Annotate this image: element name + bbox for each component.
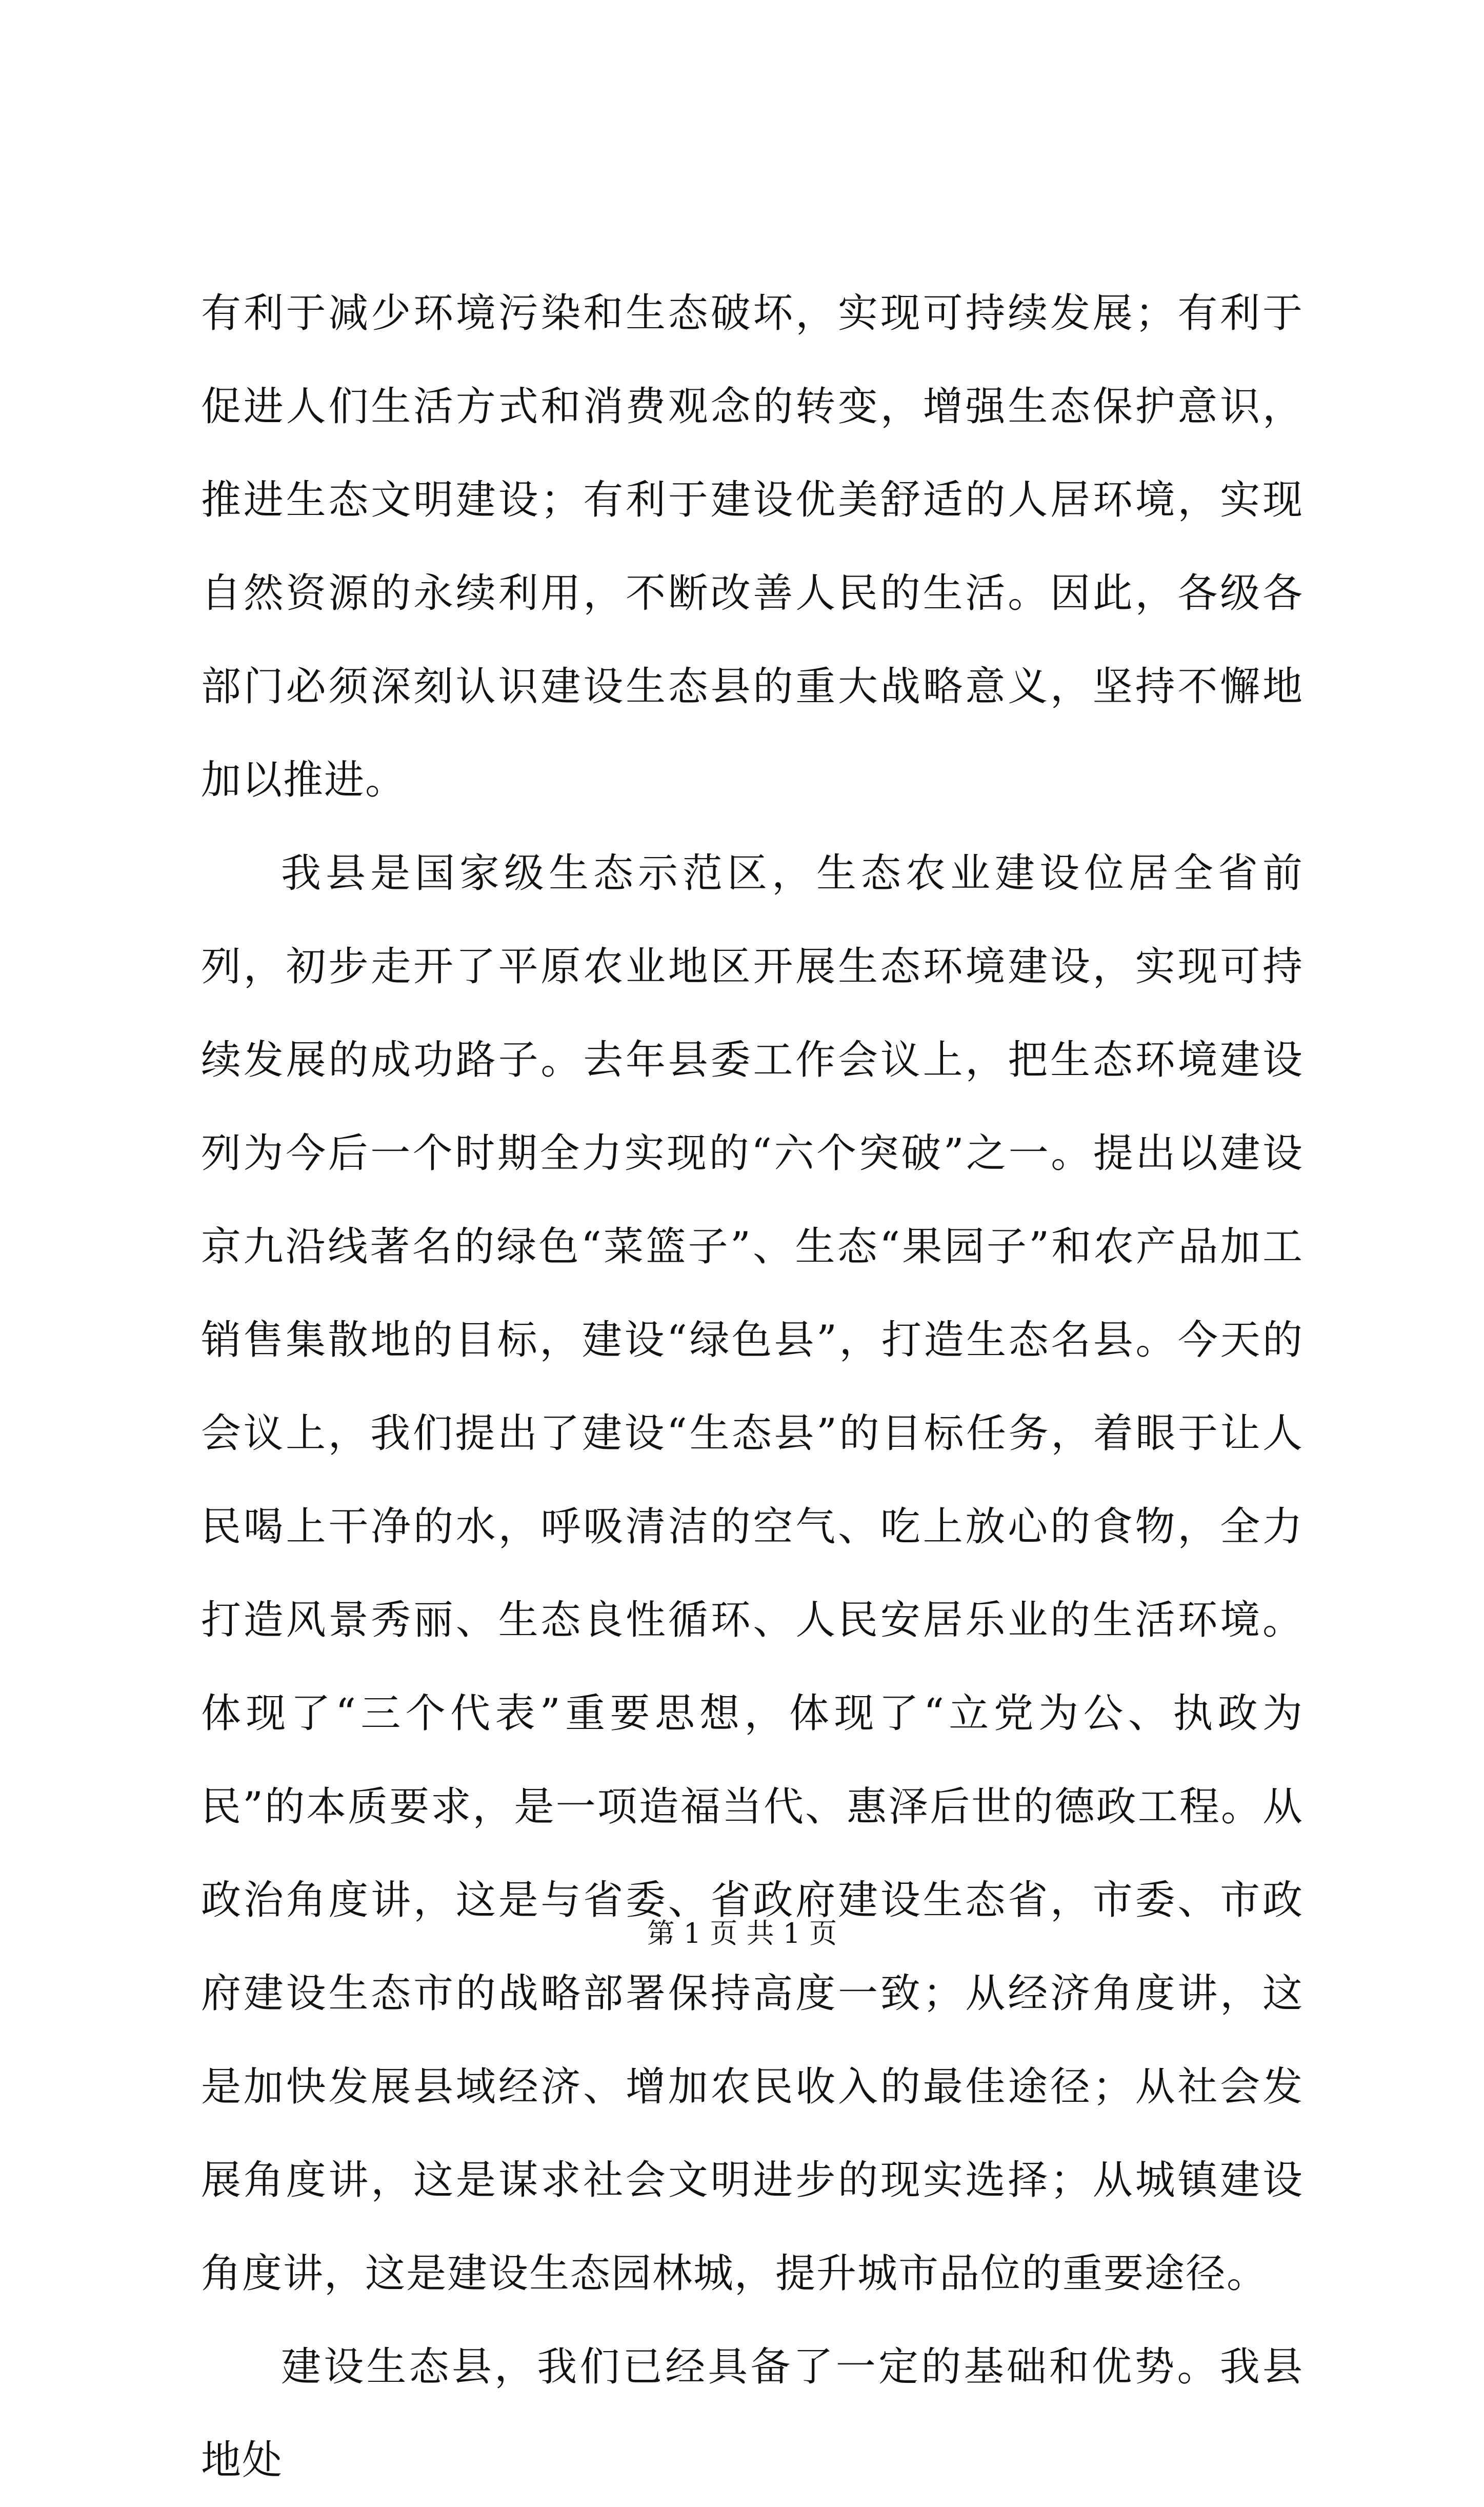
paragraph-foundation: 建设生态县，我们已经具备了一定的基础和优势。我县地处 [201,2344,1303,2483]
page-footer: 第 1 页 共 1 页 [647,1917,837,1949]
paragraph-county-ecology: 我县是国家级生态示范区，生态农业建设位居全省前列，初步走开了平原农业地区开展生态环境建设，实现可持续发展的成功路子。去年县委工作会议上，把生态环境建设列为今后一个时期全力实现的“六个突破”之一。提出以建设京九沿线著名的绿色“菜篮子”、生态“果园子”和农产品加工销售集散地的目标，建设“绿色县”，打造生态名县。今天的会议上，我们提出了建设“生态县”的目标任务，着眼于让人民喝上干净的水，呼吸清洁的空气、吃上放心的食物，全力打造风景秀丽、生态良性循环、人民安居乐业的生活环境。体现了“三个代表”重要思想，体现了“立党为公、执政为民”的本质要求，是一项造福当代、惠泽后世的德政工程。从政治角度讲，这是与省委、省政府建设生态省，市委、市政府建设生态市的战略部署保持高度一致；从经济角度讲，这是加快发展县域经济、增加农民收入的最佳途径；从社会发展角度讲，这是谋求社会文明进步的现实选择；从城镇建设角度讲，这是建设生态园林城，提升城市品位的重要途径。 [201,850,1303,2297]
paragraph-continuation: 有利于减少环境污染和生态破坏，实现可持续发展；有利于促进人们生活方式和消费观念的转变，增强生态保护意识，推进生态文明建设；有利于建设优美舒适的人居环境，实现自然资源的永续利用，不断改善人民的生活。因此，各级各部门必须深刻认识建设生态县的重大战略意义，坚持不懈地加以推进。 [201,290,1303,803]
document-body [201,267,1303,2507]
